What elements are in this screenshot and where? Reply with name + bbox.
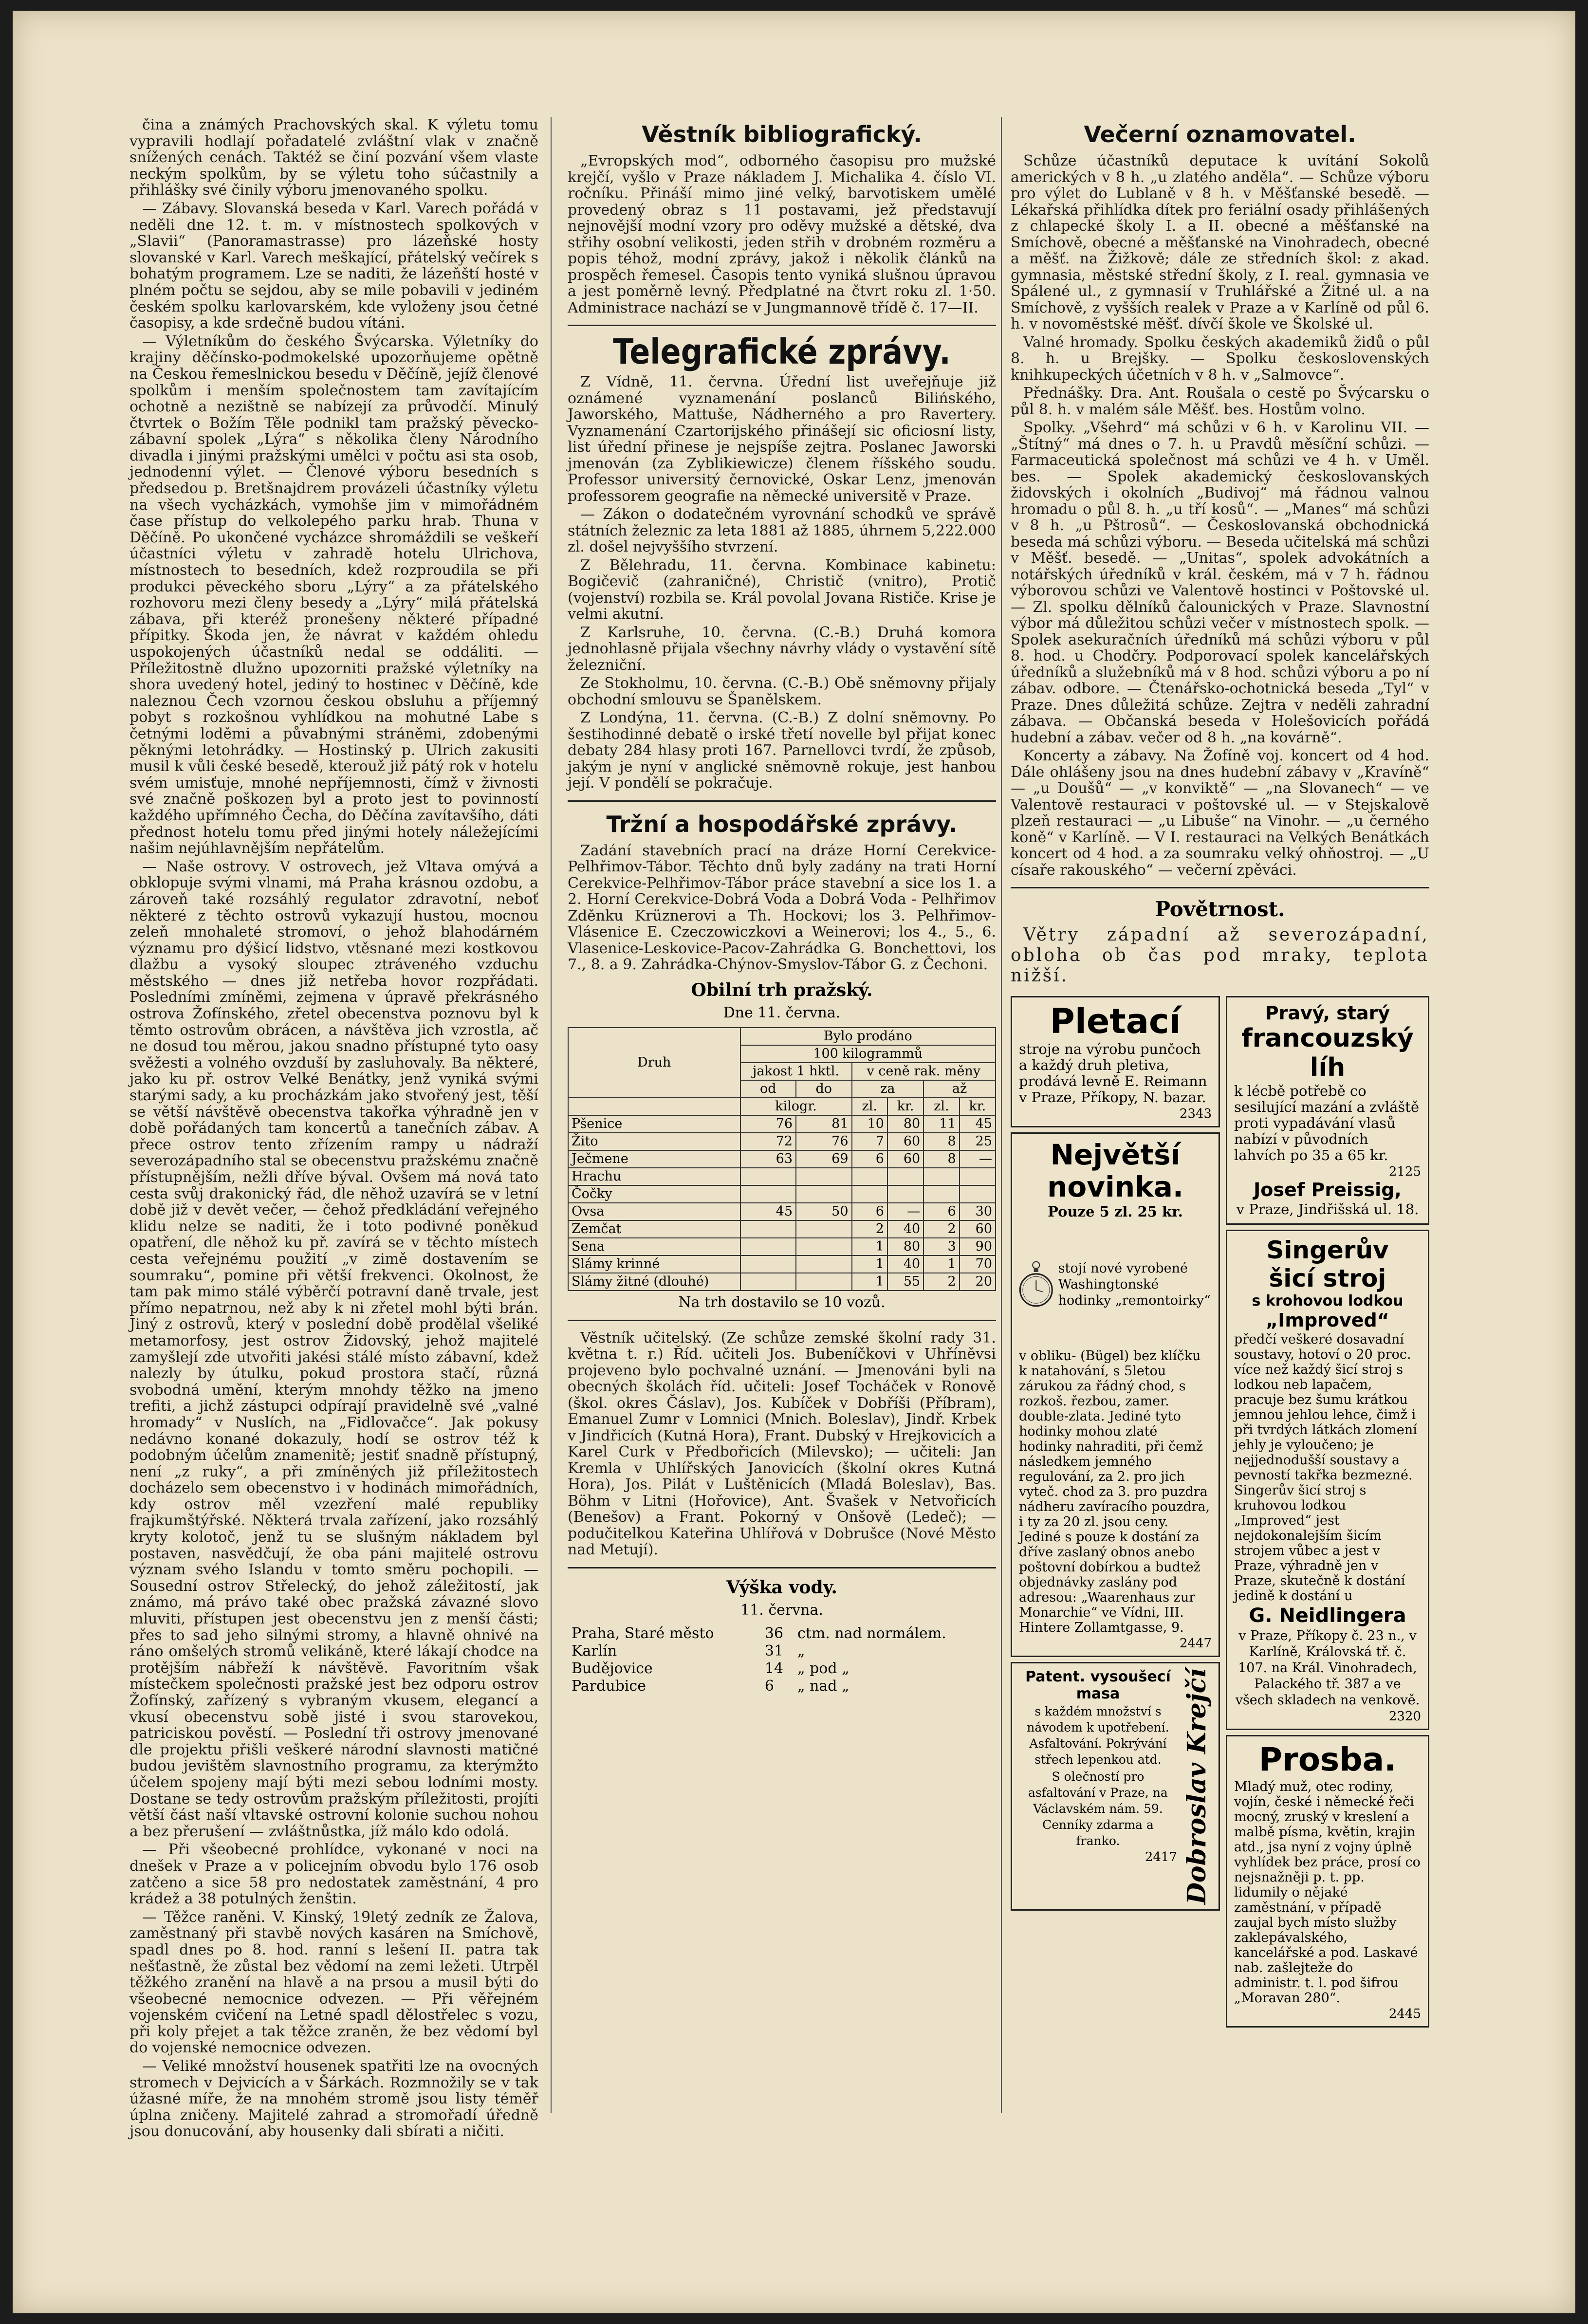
ad-asphalt (1011, 1662, 1220, 1911)
water-level-date: 11. června. (740, 1601, 823, 1619)
grain-value-cell: 30 (960, 1203, 996, 1220)
bibliographic-heading: Věstník bibliografický. (642, 121, 922, 148)
col-header-zl: zl. (923, 1098, 959, 1115)
grain-value-cell: 81 (796, 1115, 852, 1133)
newspaper-page (13, 11, 1575, 2313)
table-row (568, 1255, 996, 1273)
grain-value-cell (740, 1168, 796, 1185)
grain-kind-cell: Žito (568, 1133, 740, 1150)
water-level-cell: „ pod „ (797, 1660, 849, 1677)
col-header-price: v ceně rak. měny (852, 1063, 996, 1080)
grain-value-cell (960, 1168, 996, 1185)
water-level-cell: 36 (764, 1624, 784, 1642)
col-header-100kg: 100 kilogrammů (740, 1045, 996, 1063)
water-level-cell: Budějovice (572, 1660, 653, 1677)
water-level-cell: ctm. nad normálem. (797, 1624, 946, 1642)
grain-value-cell (960, 1185, 996, 1203)
water-level-cell: Pardubice (572, 1677, 646, 1695)
grain-price-table (568, 1027, 996, 1291)
divider (1011, 887, 1429, 888)
grain-value-cell: 76 (796, 1133, 852, 1150)
grain-value-cell: 45 (960, 1115, 996, 1133)
ad-singer-heading-4: „Improved“ (1266, 1310, 1389, 1331)
table-row (568, 1133, 996, 1150)
grain-value-cell (852, 1168, 887, 1185)
grain-value-cell (796, 1238, 852, 1255)
col-header-od: od (740, 1080, 796, 1098)
ad-watches-price: Pouze 5 zl. 25 kr. (1048, 1203, 1183, 1220)
ad-spirit-address: v Praze, Jindřišská ul. 18. (1236, 1201, 1419, 1217)
grain-value-cell (740, 1185, 796, 1203)
grain-kind-cell: Hrachu (568, 1168, 740, 1185)
table-row (568, 1115, 996, 1133)
grain-value-cell: 60 (887, 1133, 923, 1150)
table-row (568, 1220, 996, 1238)
ad-singer-address: v Praze, Příkopy č. 23 n., v Karlíně, Královská tř. č. 107. na Král. Vinohradech, Palackého tř. 387 a ve všech skladech na venkově. (1235, 1628, 1420, 1708)
column-rule (1001, 117, 1002, 2113)
ad-singer-text: předčí veškeré dosavadní soustavy, hotoví o 20 proc. více než každý šicí stroj s lodkou neb lapačem, pracuje bez šumu krátkou jemnou jehlou lehce, čimž i při tvrdých látkách zlomení jehly je vyloučeno; je nejjednodušší soustavy a pevností takřka bezmezné. Singerův šicí stroj s kruhovou lodkou „Improved“ jest nejdokonalejším šicím strojem vůbec a jest v Praze, výhradně jen v Praze, skutečně k dostání jedině k dostání u (1234, 1332, 1417, 1604)
ad-plea-number: 2445 (1388, 2007, 1421, 2021)
column-news (568, 117, 996, 1696)
grain-value-cell (796, 1185, 852, 1203)
ad-asphalt-text: s každém množství s návodem k upotřebení. Asfaltování. Pokrývání střech lepenkou atd. (1027, 1704, 1169, 1767)
table-row (569, 1625, 995, 1642)
telegraph-paragraph: Ze Stokholmu, 10. června. (C.-B.) Obě sněmovny přijaly obchodní smlouvu se Španělskem. (568, 675, 996, 708)
grain-value-cell: — (960, 1150, 996, 1168)
ad-asphalt-tail: S olečností pro asfaltování v Praze, na Václavském nám. 59. Cenníky zdarma a franko. (1028, 1770, 1168, 1848)
grain-value-cell: 40 (887, 1220, 923, 1238)
col-header-kilogr: kilogr. (740, 1098, 852, 1115)
grain-market-heading: Obilní trh pražský. (691, 979, 873, 1000)
table-row (568, 1238, 996, 1255)
telegraph-paragraph: Z Londýna, 11. června. (C.-B.) Z dolní sněmovny. Po šestihodinné debatě o irské třetí novelle byl přijat konec debaty 284 hlasy proti 167. Parnellovci tvrdí, že způsob, jakým je nyní v anglické sněmovně rokuje, jest hanbou její. V pondělí se pokračuje. (568, 709, 996, 792)
col-header-az: až (923, 1080, 996, 1098)
table-row (568, 1168, 996, 1185)
table-row (569, 1660, 995, 1677)
grain-value-cell: 2 (852, 1220, 887, 1238)
news-paragraph: — Naše ostrovy. V ostrovech, jež Vltava omývá a obklopuje svými vlnami, má Praha krásnou ozdobu, a zároveň také rozsáhlý regulator zdravotní, neboť některé z těchto ostrovů vykazují hustou, mocnou zeleň mnohaleté stromoví, o jehož blahodárném významu pro dýšicí lidstvo, vtěsnané mezi kostkovou dlažbu a vysoký sloupec ztráveného vzduchu městského — dnes již netřeba hovor rozpřádati. Posledními zmíněmi, zejmena v úpravě překrásného ostrova Žofínského, zřetel obecenstva poznovu byl k těmto ostrovům obrácen, a návštěva jich vzrostla, ač ne dosud tou měrou, jakou snadno přístupné tyto oasy svěžesti a volného ovzduší by zasluhovaly. Ba některé, jako ku př. ostrov Velké Benátky, jenž vyniká svými starými sady, a ku procházkám jako stvořený jest, těší se větší návštěvě obecenstva takořka výhradně jen v době pořádaných tam koncertů a tanečních zábav. A přece ostrov tento zřízením rampy u nádraží severozápadního stal se obecenstvu pražskému značně přístupnějším, nežli dříve býval. Ovšem má nová tato cesta svůj drakonický řád, dle něhož uzavírá se v letní době již v devět večer, — čehož předkládání veřejného klidu nelze se naditi, že i toto podivné poněkud opatření, dle něhož ku př. zavírá se v těchto místech cesta veřejnému použití „v zimě dostavením se soumraku“, pomine při větší frekvenci. Okolnost, že tam pak mimo stálé výběrčí potravní daně trvale, jest přímo nepatrnou, než aby k ni zřetel mohl býti brán. Jiný z ostrovů, který v poslední době prodělal všeliké metamorfosy, jest ostrov Židovský, jehož majitelé zamyšlejí zde utvořiti jakési stálé místo zábavní, kdež nalezly by útulku, pokud prostora stačí, různá svobodná umění, kterým mnohdy těžko na jmeno trefiti, a jichž zástupci odpírají pravidelně své „valné hromady“ v Nuslích, na „Fidlovačce“. Jak pokusy nedávno konané dokazuly, hodí se ostrov též k podobným účelům znamenitě; jestiť snadně přístupný, není „z ruky“, a při zmíněných již příležitostech docházelo sem obecenstvo i v hodinách mimořádních, kdy ostrov měl vzezření malé republiky frajkumštýřské. Některá trvala zařízení, jako rozsáhlý kryty kolotoč, jenž tu se slušným nákladem byl postaven, nasvědčují, že oba páni majitelé ostrovu význam svého Islandu v tomto směru pochopili. — Sousední ostrov Střelecký, do jehož záležitostí, jak známo, má právo také obec pražská závazné slovo mluviti, přístupen jest obecenstvu jen z menší části; přes to sad jeho silnými stromy, a hlavně ohnivé na ráno omšelých stromů velikáně, které lákají chodce na protějším nábřeží k návštěvě. Favoritním však místečkem společnosti pražské jest bez odporu ostrov Žofínský, zařízený s vybraným vkusem, elegancí a vkusí obecenstvu sobě jisté i svou starovekou, patriciskou pověstí. — Poslední tři ostrovy jmenované dle projektu přišli veškeré národní slavnosti matičné budou jevištěm slavnostního programu, za kterýmžto účelem spojeny mají býti mezi sebou lodními mosty. Dostane se tedy ostrovům pražským příležitosti, projíti větší část naší vltavské ostrovní kolonie suchou nohou a bez přerušení — zvláštnůstka, jíž málo kdo odolá. (129, 858, 538, 1840)
teacher-bulletin: Věstník učitelský. (Ze schůze zemské školní rady 31. května t. r.) Říd. učiteli Jos. Bubeníčkovi v Uhříněvsi projeveno bylo pochvalné uznání. — Jmenováni byli na obecných školách říd. učiteli: Josef Tocháček v Ronově (škol. okres Čáslav), Jos. Kubíček v Dobříši (Příbram), Emanuel Zumr v Lomnici (Mnich. Boleslav), Jindř. Krbek v Jindřicích (Kutná Hora), Frant. Dubský v Hrejkovicích a Karel Curk v Předbořicích (Milevsko); — učiteli: Jan Kremla v Uhlířských Janovicích (školní okres Kutná Hora), Jos. Pilát v Luštěnicích (Mladá Boleslav), Bas. Böhm v Litni (Hořovice), Ant. Švašek v Netvořicích (Benešov) a Frant. Pokorný v Onšově (Ledeč); — podučitelkou Kateřina Uhlířová v Dobrušce (Nové Město nad Metují). (568, 1329, 996, 1558)
col-header-kr: kr. (887, 1098, 923, 1115)
grain-value-cell: 8 (923, 1133, 959, 1150)
ad-watches-side: stojí nové vyrobené Washingtonské hodinky „remontoirky“ (1058, 1260, 1211, 1308)
column-rule (551, 117, 552, 2113)
grain-value-cell (740, 1273, 796, 1291)
grain-value-cell: 40 (887, 1255, 923, 1273)
ad-asphalt-number: 2417 (1145, 1850, 1177, 1864)
grain-value-cell: 7 (852, 1133, 887, 1150)
notice-paragraph: Schůze účastníků deputace k uvítání Sokolů amerických v 8 h. „u zlatého anděla“. — Schůze výboru pro výlet do Lublaně v 8 h. v Měšťanské besedě. — Lékařská přihlídka dítek pro feriální osady přihlášených z chlapecké školy I. a II. obecné a měšťanské na Smíchově, obecné a měšťanské na Vinohradech, obecné a měšť. na Žižkově; dále ze středních škol: z akad. gymnasia, městské střední školy, z I. real. gymnasia ve Spálené ul., z gymnasií v Truhlářské a Žitné ul. a na Smíchově, z vyšších realek v Praze a v Karlíně od půl 6. h. v novoměstské měšť. dívčí škole ve Školské ul. (1011, 152, 1429, 332)
notice-paragraph: Koncerty a zábavy. Na Žofíně voj. koncert od 4 hod. Dále ohlášeny jsou na dnes hudební zábavy v „Kravíně“ — „u Doušů“ — „v konviktě“ — „na Slovanech“ — ve Valentově restauraci v poštovské ul. — v Stejskalově plzeň restauraci — „u Libuše“ na Vinohr. — „u černého koně“ v Karlíně. — V I. restauraci na Velkých Benátkách koncert od 4 hod. a za soumraku velký ohňostroj. — „U císaře rakouského“ — večerní zpěváci. (1011, 747, 1429, 879)
grain-value-cell: 20 (960, 1273, 996, 1291)
weather-text: Větry západní až severozápadní, obloha ob čas pod mraky, teplota nižší. (1011, 925, 1429, 986)
ad-knitting-heading: Pletací (1050, 1001, 1181, 1041)
col-header-quality: jakost 1 hktl. (740, 1063, 852, 1080)
grain-market-date: Dne 11. června. (723, 1004, 841, 1021)
grain-value-cell: 45 (740, 1203, 796, 1220)
market-text: Zadání stavebních prací na dráze Horní Cerekvice-Pelhřimov-Tábor. Těchto dnů byly zadány na trati Horní Cerekvice-Pelhřimov-Tábor práce stavební a sice los 1. a 2. Horní Cerekvice-Dobrá Voda a Dobrá Voda - Pelhřimov Zděnku Krüznerovi a Th. Hockovi; los 3. Pelhřimov-Vlásenice E. Czeczowiczkovi a Weinerovi; los 4., 5., 6. Vlasenice-Leskovice-Pacov-Zahrádka G. Bonchettovi, los 7., 8. a 9. Zahrádka-Chýnov-Smyslov-Tábor G. z Čechoni. (568, 842, 996, 973)
divider (568, 1567, 996, 1568)
col-header-blank (568, 1098, 740, 1115)
grain-value-cell (740, 1255, 796, 1273)
water-level-heading: Výška vody. (726, 1577, 837, 1598)
ad-singer-heading: Singerův (1266, 1236, 1389, 1264)
ad-knitting-number: 2343 (1179, 1107, 1212, 1121)
table-row (568, 1150, 996, 1168)
col-header-zl: zl. (852, 1098, 887, 1115)
water-level-cell: Karlín (572, 1642, 617, 1660)
water-level-cell: „ nad „ (797, 1677, 849, 1695)
col-header-kind: Druh (568, 1028, 740, 1098)
grain-value-cell: 55 (887, 1273, 923, 1291)
grain-value-cell: 69 (796, 1150, 852, 1168)
news-paragraph: — Těžce raněni. V. Kinský, 19letý zedník ze Žalova, zaměstnaný při stavbě nových kasáren na Smíchově, spadl dnes po 8. hod. ranní s lešení II. patra tak nešťastně, že zůstal bez vědomí na zemi ležeti. Utrpěl těžkého zranění na hlavě a na prsou a musil býti do všeobecné nemocnice odvezen. — Při věřejném vojenském cvičení na Letné spadl dělostřelec s vozu, při koly přejet a tak těžce zraněn, že bez vědomí byl do vojenské nemocnice odvezen. (129, 1908, 538, 2057)
grain-value-cell: 90 (960, 1238, 996, 1255)
ad-french-spirit (1226, 996, 1429, 1225)
news-paragraph: — Při všeobecné prohlídce, vykonané v noci na dnešek v Praze a v policejním obvodu bylo 176 osob zatčeno a sice 58 pro nedostatek zaměstnání, 4 pro krádež a 38 potulných ženštin. (129, 1841, 538, 1908)
grain-value-cell (796, 1273, 852, 1291)
table-row (568, 1203, 996, 1220)
ad-plea-heading: Prosba. (1258, 1741, 1397, 1778)
grain-value-cell: 1 (852, 1238, 887, 1255)
grain-value-cell: 76 (740, 1115, 796, 1133)
telegraph-paragraph: Z Bělehradu, 11. června. Kombinace kabinetu: Bogičevič (zahraničné), Christič (vnitro), Protič (vojenství) rozbila se. Král povolal Jovana Rističe. Krise je velmi akutní. (568, 556, 996, 623)
grain-value-cell: 2 (923, 1220, 959, 1238)
ad-asphalt-heading: Patent. vysoušecí masa (1025, 1668, 1171, 1702)
news-paragraph: — Veliké množství housenek spatřiti lze na ovocných stromech v Dejvicích a v Šárkách. Rozmnožily se v tak úžasné míře, že na mnohém stromě jsou listy téměř úplna zničeny. Majitelé zahrad a stromořadí úředně jsou donucování, aby housenky dali sbírati a ničiti. (129, 2058, 538, 2140)
weather-heading: Povětrnost. (1155, 897, 1285, 921)
grain-kind-cell: Ovsa (568, 1203, 740, 1220)
grain-value-cell (796, 1168, 852, 1185)
pocket-watch-icon (1019, 1221, 1053, 1347)
grain-value-cell: 80 (887, 1115, 923, 1133)
notice-paragraph: Valné hromady. Spolku českých akademiků židů o půl 8. h. u Brejšky. — Spolku československých knihkupeckých účetních v 8 h. v „Salmovce“. (1011, 333, 1429, 384)
grain-value-cell: 8 (923, 1150, 959, 1168)
grain-value-cell: 11 (923, 1115, 959, 1133)
col-header-do: do (796, 1080, 852, 1098)
grain-value-cell: 63 (740, 1150, 796, 1168)
grain-kind-cell: Slámy krinné (568, 1255, 740, 1273)
grain-value-cell: — (887, 1203, 923, 1220)
divider (568, 1320, 996, 1321)
ad-plea-text: Mladý muž, otec rodiny, vojín, české i německé řeči mocný, zruský v kreslení a malbě písma, květin, krajin atd., jsa nyní z vojny úplně vyhlídek bez práce, prosí co nejsnažněji p. t. pp. lidumily o nějaké zaměstnání, v případě zaujal bych místo služby zaklepávalského, kancelářské a pod. Laskavé nab. zašlejteže do administr. t. l. pod šifrou „Moravan 280“. (1234, 1779, 1421, 2006)
telegraph-heading: Telegrafické zprávy. (613, 331, 951, 372)
ad-spirit-heading: Pravý, starý (1265, 1002, 1390, 1024)
ad-singer-number: 2320 (1388, 1709, 1421, 1724)
table-row (568, 1273, 996, 1291)
table-row (569, 1678, 995, 1695)
grain-value-cell (852, 1185, 887, 1203)
ad-singer (1226, 1230, 1429, 1730)
telegraph-paragraph: Z Vídně, 11. června. Úřední list uveřejňuje již oznámené vyznamenání poslanců Bilińského, Jaworského, Mattuše, Nádherného a pro Ravertery. Vyznamenání Czartorijského přinášejí sic oficiosní listy, list úřední přinese je nejspíše zejtra. Poslanec Jaworski jmenován (za Zyblikiewicze) členem říšského soudu. Professor universitý černovické, Oskar Lenz, jmenován professorem geografie na německé universitě v Praze. (568, 373, 996, 505)
market-heading: Tržní a hospodářské zprávy. (606, 811, 958, 837)
water-level-table (568, 1624, 996, 1696)
notice-paragraph: Spolky. „Všehrd“ má schůzi v 6 h. v Karolinu VII. — „Štítný“ má dnes o 7. h. u Pravdů měsíční schůzi. — Farmaceutická společnost má schůzi ve 4 h. v Uměl. bes. — Spolek akademický českoslovanských židovských i okolních „Budivoj“ má řádnou valnou hromadu o půl 8. h. „u tří kosů“. — „Manes“ má schůzi v 8 h. „u Pštrosů“. — Českoslovanská obchodnická beseda má schůzi výboru. — Beseda učitelská má schůzi v Měšť. besedě. — „Unitas“, spolek advokátních a notářských úředníků v král. českém, má v 7 h. řádnou výborovou schůzi ve Valentově hostinci v Poštovské ul. — Zl. spolku dělníků čalounických v Praze. Slavnostní výbor má důležitou schůzi večer v místnostech spolk. — Spolek asekuračních úředníků má schůzi výboru v půl 8. hod. u Chodčry. Podporovací spolek kancelářských úředníků a služebníků má v 8 hod. schůzi výboru a po ní zábav. odbore. — Čtenářsko-ochotnická beseda „Tyl“ v Praze. Dnes důležitá schůze. Zejtra v neděli zahradní zábava. — Občanská beseda v Holešovicích pořádá hudební a zábav. večer od 8 h. „na kovárně“. (1011, 419, 1429, 746)
ad-plea (1226, 1735, 1429, 2028)
grain-value-cell: 70 (960, 1255, 996, 1273)
ad-spirit-heading-2: francouzský líh (1241, 1024, 1414, 1082)
grain-value-cell: 10 (852, 1115, 887, 1133)
col-header-za: za (852, 1080, 924, 1098)
grain-value-cell: 50 (796, 1203, 852, 1220)
ad-spirit-text: k lécbě potřebě co sesilující mazání a zvláště proti vypadávání vlasů nabízí v původních lahvích po 35 a 65 kr. (1234, 1083, 1420, 1163)
news-paragraph: — Výletníkům do českého Švýcarska. Výletníky do krajiny děčínsko-podmokelské upozorňujeme opětně na Českou řemeslnickou besedu v Děčíně, jejíž členové spolkům i menším společnostem tam zavítajícím ochotně a nezištně se nabízejí za průvodčí. Minulý čtvrtek o Božím Těle podnikl tam pražský pěvecko-zábavní spolek „Lýra“ s několika členy Národního divadla i jinými pražskými umělci v počtu asi sta osob, jednodenní výlet. — Členové výboru besedních s předsedou p. Bretšnajdrem provázeli účastníky výletu na všech vycházkách, vymohše jim v mimořádném čase přístup do velkolepého parku hrab. Thuna v Děčíně. Po ukončené vycházce shromáždili se veškeří účastníci výletu v zahradě hotelu Ulrichova, místnostech to besedních, kdež rozproudila se při produkci pěveckého sboru „Lýry“ a za přátelského rozhovoru mezi členy besedy a „Lýry“ milá přátelská zábava, při kteréž pronešeny některé případné přípitky. Škoda jen, že návrat v každém ohledu uspokojených účastníků nedal se oddáliti. — Příležitostně dlužno upozorniti pražské výletníky na shora uvedený hotel, jediný to hostinec v Děčíně, kde naleznou Čech vzornou českou obsluhu a příjemný pobyt s rozkošnou vyhlídkou na mohutné Labe s četnými loděmi a půvabnými stráněmi, zdobenými pěknými letohrádky. — Hostinský p. Ulrich zakusiti musil k vůli české besedě, kterouž již pátý rok v hotelu svém umisťuje, mnohé nepříjemnosti, čímž v živnosti své značně poškozen byl a proto jest to povinností každého upřímného Čecha, do Děčína zavítavšího, dáti přednost hotelu tomu před jinými hotely náležejícími našim nejúhlavnějším nepřátelům. (129, 332, 538, 857)
telegraph-paragraph: Z Karlsruhe, 10. června. (C.-B.) Druhá komora jednohlasně přijala všechny návrhy vlády o vystavění sítě železniční. (568, 624, 996, 674)
water-level-cell: „ (797, 1642, 805, 1660)
grain-value-cell (923, 1185, 959, 1203)
grain-value-cell: 60 (960, 1220, 996, 1238)
grain-kind-cell: Čočky (568, 1185, 740, 1203)
ad-spirit-number: 2125 (1388, 1164, 1421, 1179)
divider (568, 800, 996, 802)
grain-value-cell: 80 (887, 1238, 923, 1255)
column-announcements (1011, 117, 1429, 2032)
table-row (569, 1643, 995, 1660)
grain-kind-cell: Pšenice (568, 1115, 740, 1133)
news-paragraph: — Zábavy. Slovanská beseda v Karl. Varech pořádá v neděli dne 12. t. m. v místnostech spolkových v „Slavii“ (Panoramastrasse) pro lázeňské hosty slovanské v Karl. Varech meškající, přátelský večírek s bohatým programem. Lze se naditi, že lázeňští hosté v plném počtu se sejdou, aby se mile pobavili v jediném českém spolku karlovarském, kde vyloženy jsou četné časopisy, a kde srdečně budou vítáni. (129, 200, 538, 332)
ad-watches-number: 2447 (1179, 1636, 1212, 1651)
bibliographic-text: „Evropských mod“, odborného časopisu pro mužské krejčí, vyšlo v Praze nákladem J. Michalika 4. číslo VI. ročníku. Přináší mimo jiné velký, barvotiskem umělé provedený obraz s 11 postavami, jež představují nejnovější modní vzory pro oděvy mužské a dětské, dva střihy osobní velikosti, jeden střih v drobném rozměru a popis téhož, modní zprávy, jakož i několik článků na prospěch řemesel. Časopis tento vyniká slušnou úpravou a jest poměrně levný. Předplatné na čtvrt roku zl. 1·50. Administrace nachází se v Jungmannově třídě č. 17—II. (568, 152, 996, 316)
divider (568, 325, 996, 326)
news-paragraph: čina a známých Prachovských skal. K výletu tomu vypravili hodlají pořadatelé zvláštní vlak v značně snížených cenách. Taktéž se činí pozvání všem vlaste neckým spolkům, by se výletu toho súčastnily a přihlášky své činily výboru jmenovaného spolku. (129, 116, 538, 199)
water-level-cell: 31 (764, 1642, 784, 1660)
grain-value-cell: 1 (852, 1273, 887, 1291)
grain-value-cell: 6 (852, 1203, 887, 1220)
ad-knitting-text: stroje na výrobu punčoch a každý druh pletiva, prodává levně E. Reimann v Praze, Příkopy, N. bazar. (1019, 1041, 1207, 1106)
evening-notices-heading: Večerní oznamovatel. (1084, 121, 1356, 148)
ad-watches (1011, 1132, 1220, 1657)
grain-value-cell (796, 1220, 852, 1238)
ad-singer-heading-2: šicí stroj (1269, 1264, 1386, 1292)
grain-value-cell (923, 1168, 959, 1185)
grain-value-cell: 6 (852, 1150, 887, 1168)
water-level-cell: 6 (764, 1677, 774, 1695)
grain-value-cell: 72 (740, 1133, 796, 1150)
water-level-cell: 14 (764, 1660, 784, 1677)
grain-value-cell: 60 (887, 1150, 923, 1168)
grain-kind-cell: Sena (568, 1238, 740, 1255)
grain-value-cell (887, 1185, 923, 1203)
grain-value-cell: 25 (960, 1133, 996, 1150)
grain-value-cell: 1 (852, 1255, 887, 1273)
table-row (568, 1185, 996, 1203)
grain-kind-cell: Slámy žitné (dlouhé) (568, 1273, 740, 1291)
evening-notices-body (1011, 153, 1429, 878)
ad-singer-heading-3: s krohovou lodkou (1252, 1292, 1403, 1310)
grain-value-cell (887, 1168, 923, 1185)
ad-watches-text: v obliku- (Bügel) bez klíčku k natahování, s 5letou zárukou za řádný chod, s rozkoš. řezbou, zamer. double-zlata. Jediné tyto hodinky mohou zlaté hodinky nahraditi, při čemž následkem jemného regulování, za 2. pro jich vyteč. chod za 3. pro puzdra nádheru zavíracího pouzdra, i ty za 20 zl. jsou ceny. Jediné s pouze k dostání za dříve zaslaný obnos anebo poštovní dobírkou a budtež objednávky zaslány pod adresou: „Waarenhaus zur Monarchie“ ve Vídni, III. Hintere Zollamtgasse, 9. (1019, 1348, 1210, 1635)
ad-spirit-name: Josef Preissig, (1254, 1179, 1402, 1200)
telegraph-paragraph: — Zákon o dodatečném vyrovnání schodků ve správě státních železnic za leta 1881 až 1885, úhrnem 5,222.000 zl. došel nejvyššího stvrzení. (568, 506, 996, 555)
grain-value-cell (740, 1220, 796, 1238)
ad-singer-name: G. Neidlingera (1249, 1605, 1406, 1627)
notice-paragraph: Přednášky. Dra. Ant. Roušala o cestě po Švýcarsku o půl 8. h. v malém sále Měšť. bes. Hostům volno. (1011, 385, 1429, 418)
grain-value-cell (740, 1238, 796, 1255)
grain-value-cell: 3 (923, 1238, 959, 1255)
grain-value-cell (796, 1255, 852, 1273)
col-header-sold: Bylo prodáno (740, 1028, 996, 1045)
telegraph-body (568, 374, 996, 792)
grain-kind-cell: Ječmene (568, 1150, 740, 1168)
grain-value-cell: 1 (923, 1255, 959, 1273)
column-local-news (129, 117, 538, 2142)
grain-note: Na trh dostavilo se 10 vozů. (678, 1293, 886, 1311)
grain-value-cell: 6 (923, 1203, 959, 1220)
col-header-kr: kr. (960, 1098, 996, 1115)
grain-kind-cell: Zemčat (568, 1220, 740, 1238)
water-level-cell: Praha, Staré město (572, 1624, 714, 1642)
grain-value-cell: 2 (923, 1273, 959, 1291)
ad-asphalt-signature: Dobroslav Krejčí (1182, 1668, 1212, 1905)
ad-watches-heading: Největší novinka. (1047, 1138, 1183, 1203)
ad-knitting-machines (1011, 996, 1220, 1127)
